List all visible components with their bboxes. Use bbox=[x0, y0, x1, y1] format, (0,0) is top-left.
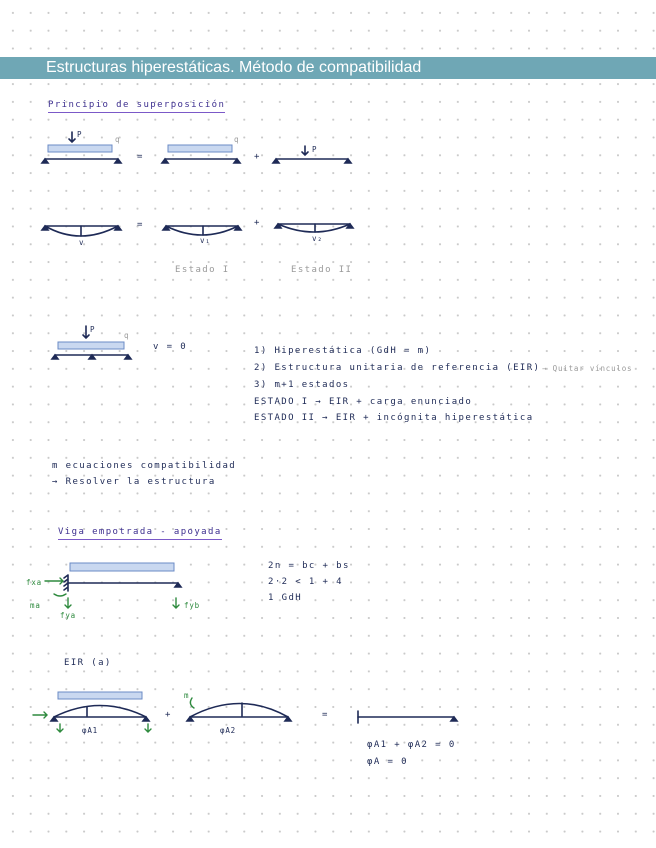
viga-eq-3: 1 GdH bbox=[268, 593, 303, 603]
equals-2: = bbox=[137, 220, 144, 230]
compat-line-1: m ecuaciones compatibilidad bbox=[52, 461, 237, 471]
plus-2: + bbox=[254, 218, 261, 228]
compat-line-2: → Resolver la estructura bbox=[52, 477, 216, 487]
label-v2: v₂ bbox=[312, 234, 323, 243]
deflection-up bbox=[54, 706, 146, 718]
principle-heading: Principio de superposición bbox=[48, 100, 225, 113]
label-P-2: P bbox=[312, 145, 318, 154]
steps-side-note: → Quitar vínculos bbox=[542, 364, 633, 373]
label-v: v bbox=[79, 238, 85, 247]
step-2: 2) Estructura unitaria de referencia (EIR) bbox=[254, 363, 541, 373]
load-bar bbox=[58, 692, 142, 699]
load-bar bbox=[58, 342, 124, 349]
load-arrow bbox=[69, 132, 75, 142]
label-m: m bbox=[184, 691, 190, 700]
label-P-3: P bbox=[90, 325, 96, 334]
step-3: 3) m+1 estados bbox=[254, 380, 350, 390]
label-fxa: fxa bbox=[26, 578, 42, 587]
equals-3: = bbox=[322, 710, 329, 720]
eir-left-arrow bbox=[33, 712, 47, 718]
label-qa1: φA1 bbox=[82, 726, 98, 735]
label-qa2: φA2 bbox=[220, 726, 236, 735]
viga-heading: Viga empotrada - apoyada bbox=[58, 527, 222, 540]
label-v-zero: v = 0 bbox=[153, 342, 188, 352]
load-bar bbox=[48, 145, 112, 152]
label-fya: fya bbox=[60, 611, 76, 620]
fxa-arrow bbox=[45, 578, 63, 584]
fya-arrow bbox=[65, 598, 71, 608]
fixed-support bbox=[64, 575, 68, 591]
eir-down-arrow-1 bbox=[57, 724, 63, 732]
label-ma: ma bbox=[30, 601, 41, 610]
equals-1: = bbox=[137, 152, 144, 162]
step-1: 1) Hiperestática (GdH = m) bbox=[254, 346, 432, 356]
load-arrow bbox=[83, 326, 89, 338]
label-q-2: q bbox=[234, 135, 240, 144]
page-title: Estructuras hiperestáticas. Método de compatibilidad bbox=[46, 59, 422, 76]
plus-1: + bbox=[254, 152, 261, 162]
moment-arrow bbox=[190, 698, 194, 708]
plus-3: + bbox=[165, 710, 172, 720]
ma-arrow bbox=[54, 594, 66, 596]
load-bar bbox=[70, 563, 174, 571]
final-eq-1: φA1 + φA2 = 0 bbox=[367, 740, 456, 750]
eir-heading: EIR (a) bbox=[64, 658, 112, 668]
label-q: q bbox=[115, 135, 121, 144]
load-bar bbox=[168, 145, 232, 152]
viga-eq-1: 2n = bc + bs bbox=[268, 561, 350, 571]
deflection bbox=[278, 224, 350, 232]
label-P: P bbox=[77, 130, 83, 139]
deflection bbox=[166, 226, 238, 235]
fyb-arrow bbox=[173, 598, 179, 608]
deflection-up bbox=[190, 704, 288, 718]
eir-down-arrow-2 bbox=[145, 724, 151, 732]
step-5: ESTADO II → EIR + incógnita hiperestática bbox=[254, 413, 534, 423]
viga-eq-2: 2·2 < 1 + 4 bbox=[268, 577, 344, 587]
step-4: ESTADO I → EIR + carga enunciado bbox=[254, 397, 473, 407]
label-v1: v₁ bbox=[200, 236, 211, 245]
label-estado-1: Estado I bbox=[175, 265, 230, 275]
final-eq-2: φA = 0 bbox=[367, 757, 408, 767]
load-arrow bbox=[302, 146, 308, 155]
label-estado-2: Estado II bbox=[291, 265, 353, 275]
label-fyb: fyb bbox=[184, 601, 200, 610]
label-q-3: q bbox=[124, 331, 130, 340]
